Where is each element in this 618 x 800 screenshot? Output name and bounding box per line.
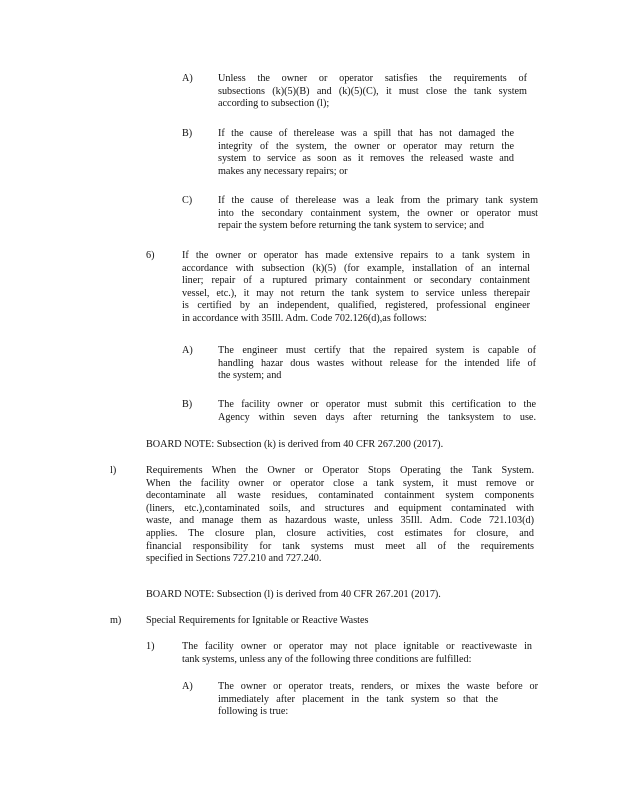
item-label: A) <box>182 681 193 692</box>
item-label: A) <box>182 73 193 84</box>
text-line: following is true: <box>218 706 289 718</box>
text-line: into the secondary containment system, the owner or operator must <box>218 207 538 219</box>
item-label: B) <box>182 128 193 139</box>
text-line: (liners, etc.),contaminated soils, and structures and equipment contaminated with <box>146 502 534 514</box>
text-line: applies. The closure plan, closure activities, cost estimates for closure, and <box>146 527 534 539</box>
text-line: Agency within seven days after returning the tanksystem to use. <box>218 411 536 423</box>
text-line: the system; and <box>218 370 282 382</box>
section-heading: Special Requirements for Ignitable or Reactive Wastes <box>146 615 369 626</box>
text-line: Requirements When the Owner or Operator Stops Operating the Tank System. <box>146 465 534 476</box>
text-line: immediately after placement in the tank system so that the <box>218 693 498 705</box>
text-line: liner; repair of a ruptured primary containment or secondary containment <box>182 275 530 287</box>
text-line: subsections (k)(5)(B) and (k)(5)(C), it must close the tank system <box>218 85 527 97</box>
text-line: The engineer must certify that the repaired system is capable of <box>218 345 536 356</box>
text-line: decontaminate all waste residues, contaminated containment system components <box>146 490 534 502</box>
text-line: tank systems, unless any of the following three conditions are fulfilled: <box>182 653 472 665</box>
text-line: accordance with subsection (k)(5) (for example, installation of an internal <box>182 262 530 274</box>
item-label: 1) <box>146 641 155 652</box>
item-label: m) <box>110 615 122 626</box>
text-line: repair the system before returning the tank system to service; and <box>218 220 484 232</box>
board-note-k: BOARD NOTE: Subsection (k) is derived from 40 CFR 267.200 (2017). <box>146 439 444 450</box>
text-line: The facility owner or operator must submit this certification to the <box>218 399 536 410</box>
text-line: system to service as soon as it removes the released waste and <box>218 153 514 165</box>
text-line: according to subsection (l); <box>218 98 330 110</box>
item-label: B) <box>182 399 193 410</box>
item-label: 6) <box>146 250 155 261</box>
text-line: The facility owner or operator may not place ignitable or reactivewaste in <box>182 641 532 652</box>
text-line: is certified by an independent, qualified, registered, professional engineer <box>182 300 530 312</box>
text-line: The owner or operator treats, renders, or mixes the waste before or <box>218 681 538 692</box>
text-line: When the facility owner or operator close a tank system, it must remove or <box>146 477 534 489</box>
item-label: A) <box>182 345 193 356</box>
text-line: financial responsibility for tank systems must meet all of the requirements <box>146 540 534 552</box>
text-line: Unless the owner or operator satisfies the requirements of <box>218 73 527 84</box>
text-line: specified in Sections 727.210 and 727.240. <box>146 553 322 565</box>
text-line: If the cause of therelease was a leak from the primary tank system <box>218 195 538 206</box>
item-label: C) <box>182 195 193 206</box>
text-line: vessel, etc.), it may not return the tank system to service unless therepair <box>182 287 530 299</box>
text-line: in accordance with 35Ill. Adm. Code 702.126(d),as follows: <box>182 312 427 324</box>
text-line: waste, and manage them as hazardous waste, unless 35Ill. Adm. Code 721.103(d) <box>146 515 534 527</box>
text-line: makes any necessary repairs; or <box>218 165 348 177</box>
text-line: handling hazar dous wastes without release for the intended life of <box>218 357 536 369</box>
text-line: If the owner or operator has made extensive repairs to a tank system in <box>182 250 530 261</box>
board-note-l: BOARD NOTE: Subsection (l) is derived from 40 CFR 267.201 (2017). <box>146 589 441 600</box>
text-line: If the cause of therelease was a spill that has not damaged the <box>218 128 514 139</box>
text-line: integrity of the system, the owner or operator may return the <box>218 140 514 152</box>
item-label: l) <box>110 465 117 476</box>
